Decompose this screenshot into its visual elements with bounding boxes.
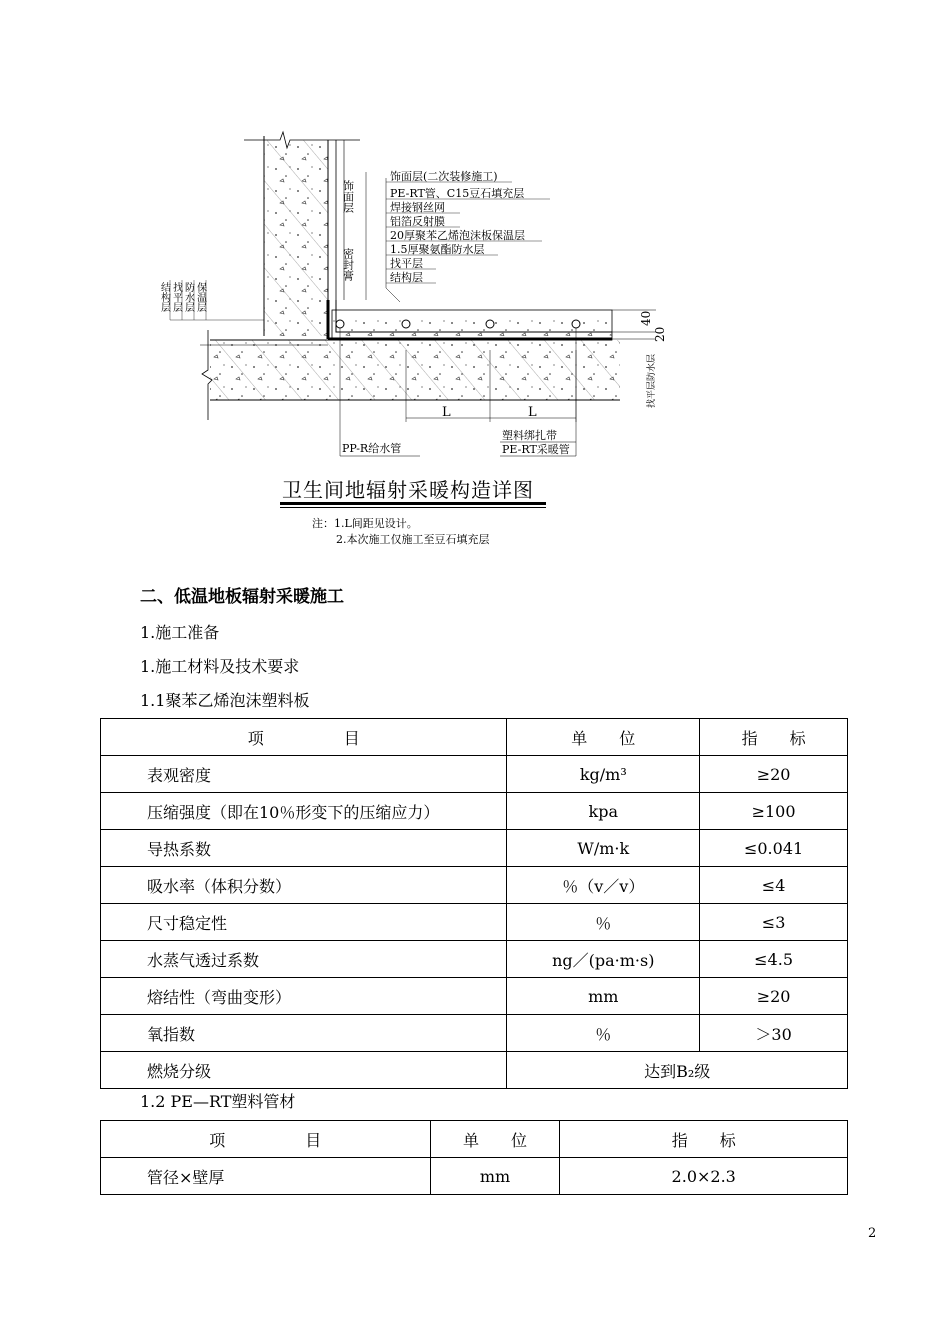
table-row	[101, 793, 848, 830]
table-row	[101, 1158, 848, 1195]
cell-index: ≤3	[700, 904, 848, 941]
cell-unit: mm	[507, 978, 700, 1015]
dim-L1: L	[442, 405, 451, 420]
cell-index: ≥20	[700, 756, 848, 793]
pipe-label-ppr: PP-R给水管	[342, 442, 402, 455]
paragraph-pert-pipe: 1.2 PE—RT塑料管材	[140, 1092, 296, 1111]
header-index: 指 标	[700, 719, 848, 756]
cell-unit: ％	[507, 1015, 700, 1052]
layer-label: 焊接钢丝网	[390, 201, 445, 214]
construction-detail-drawing	[140, 120, 700, 520]
drawing-title: 卫生间地辐射采暖构造详图	[282, 478, 534, 502]
dim-L2: L	[528, 405, 537, 420]
detail-drawing-svg	[140, 120, 700, 520]
cell-index: 2.0×2.3	[560, 1158, 848, 1195]
cell-unit: W/m·k	[507, 830, 700, 867]
layer-label: 铝箔反射膜	[390, 215, 445, 228]
cell-item: 压缩强度（即在10％形变下的压缩应力）	[101, 793, 507, 830]
header-unit: 单 位	[430, 1121, 560, 1158]
table-row	[101, 941, 848, 978]
cell-item: 导热系数	[101, 830, 507, 867]
left-label: 找平层	[170, 282, 182, 312]
header-unit: 单 位	[507, 719, 700, 756]
left-label: 结构层	[158, 282, 170, 312]
layer-label: 饰面层(二次装修施工)	[390, 170, 498, 183]
table-row	[101, 756, 848, 793]
header-item: 项 目	[101, 1121, 431, 1158]
cell-item: 水蒸气透过系数	[101, 941, 507, 978]
table-row	[101, 830, 848, 867]
table-row	[101, 1015, 848, 1052]
dim-40: 40	[639, 310, 653, 326]
layer-label-list	[386, 169, 550, 284]
wall-label-sealant: 密封膏	[341, 248, 355, 281]
table-row	[101, 867, 848, 904]
paragraph-prep: 1.施工准备	[140, 623, 220, 642]
cell-unit: kg/m³	[507, 756, 700, 793]
cell-combined: 达到B₂级	[507, 1052, 848, 1089]
pert-pipe-spec-table	[100, 1120, 848, 1195]
cell-item: 燃烧分级	[101, 1052, 507, 1089]
pipe-label-band: 塑料绑扎带	[502, 429, 557, 442]
cell-index: ≥20	[700, 978, 848, 1015]
layer-label: 1.5厚聚氨酯防水层	[390, 243, 485, 256]
cell-item: 表观密度	[101, 756, 507, 793]
table-header-row	[101, 719, 848, 756]
cell-item: 吸水率（体积分数）	[101, 867, 507, 904]
pipe-ppr	[336, 320, 344, 328]
eps-board-spec-table	[100, 718, 848, 1089]
title-underline-thick	[280, 502, 546, 505]
table-header-row	[101, 1121, 848, 1158]
layer-label: PE-RT管、C15豆石填充层	[390, 187, 525, 200]
cell-item: 管径×壁厚	[101, 1158, 431, 1195]
drawing-note-2: 2.本次施工仅施工至豆石填充层	[336, 533, 490, 546]
cell-item: 尺寸稳定性	[101, 904, 507, 941]
pipe-label-pert: PE-RT采暖管	[502, 443, 570, 456]
table-row	[101, 1052, 848, 1089]
cell-index: ≤4	[700, 867, 848, 904]
left-label: 保温层	[194, 282, 206, 312]
page-number: 2	[868, 1226, 877, 1241]
cell-index: ＞30	[700, 1015, 848, 1052]
header-item: 项 目	[101, 719, 507, 756]
left-label: 防水层	[182, 282, 194, 312]
paragraph-eps-board: 1.1聚苯乙烯泡沫塑料板	[140, 691, 310, 710]
layer-label: 20厚聚苯乙烯泡沫板保温层	[390, 229, 525, 242]
cell-item: 熔结性（弯曲变形）	[101, 978, 507, 1015]
layer-label: 结构层	[390, 271, 423, 284]
cell-unit: mm	[430, 1158, 560, 1195]
cell-item: 氧指数	[101, 1015, 507, 1052]
paragraph-materials: 1.施工材料及技术要求	[140, 657, 300, 676]
cell-index: ≤4.5	[700, 941, 848, 978]
layer-label: 找平层	[390, 257, 423, 270]
cell-unit: ng／(pa·m·s)	[507, 941, 700, 978]
table-row	[101, 978, 848, 1015]
right-layer-label: 找平层防水层	[647, 353, 657, 408]
table-row	[101, 904, 848, 941]
left-layer-labels	[159, 280, 265, 320]
header-index: 指 标	[560, 1121, 848, 1158]
cell-index: ≥100	[700, 793, 848, 830]
cell-unit: ％（v／v）	[507, 867, 700, 904]
cell-unit: kpa	[507, 793, 700, 830]
drawing-note-1: 注：1.L间距见设计。	[312, 517, 418, 530]
cell-index: ≤0.041	[700, 830, 848, 867]
title-underline-thin	[280, 507, 546, 508]
dim-20: 20	[653, 326, 667, 342]
wall-label-finish: 饰面层	[341, 180, 355, 213]
section-heading: 二、低温地板辐射采暖施工	[140, 587, 344, 607]
cell-unit: ％	[507, 904, 700, 941]
